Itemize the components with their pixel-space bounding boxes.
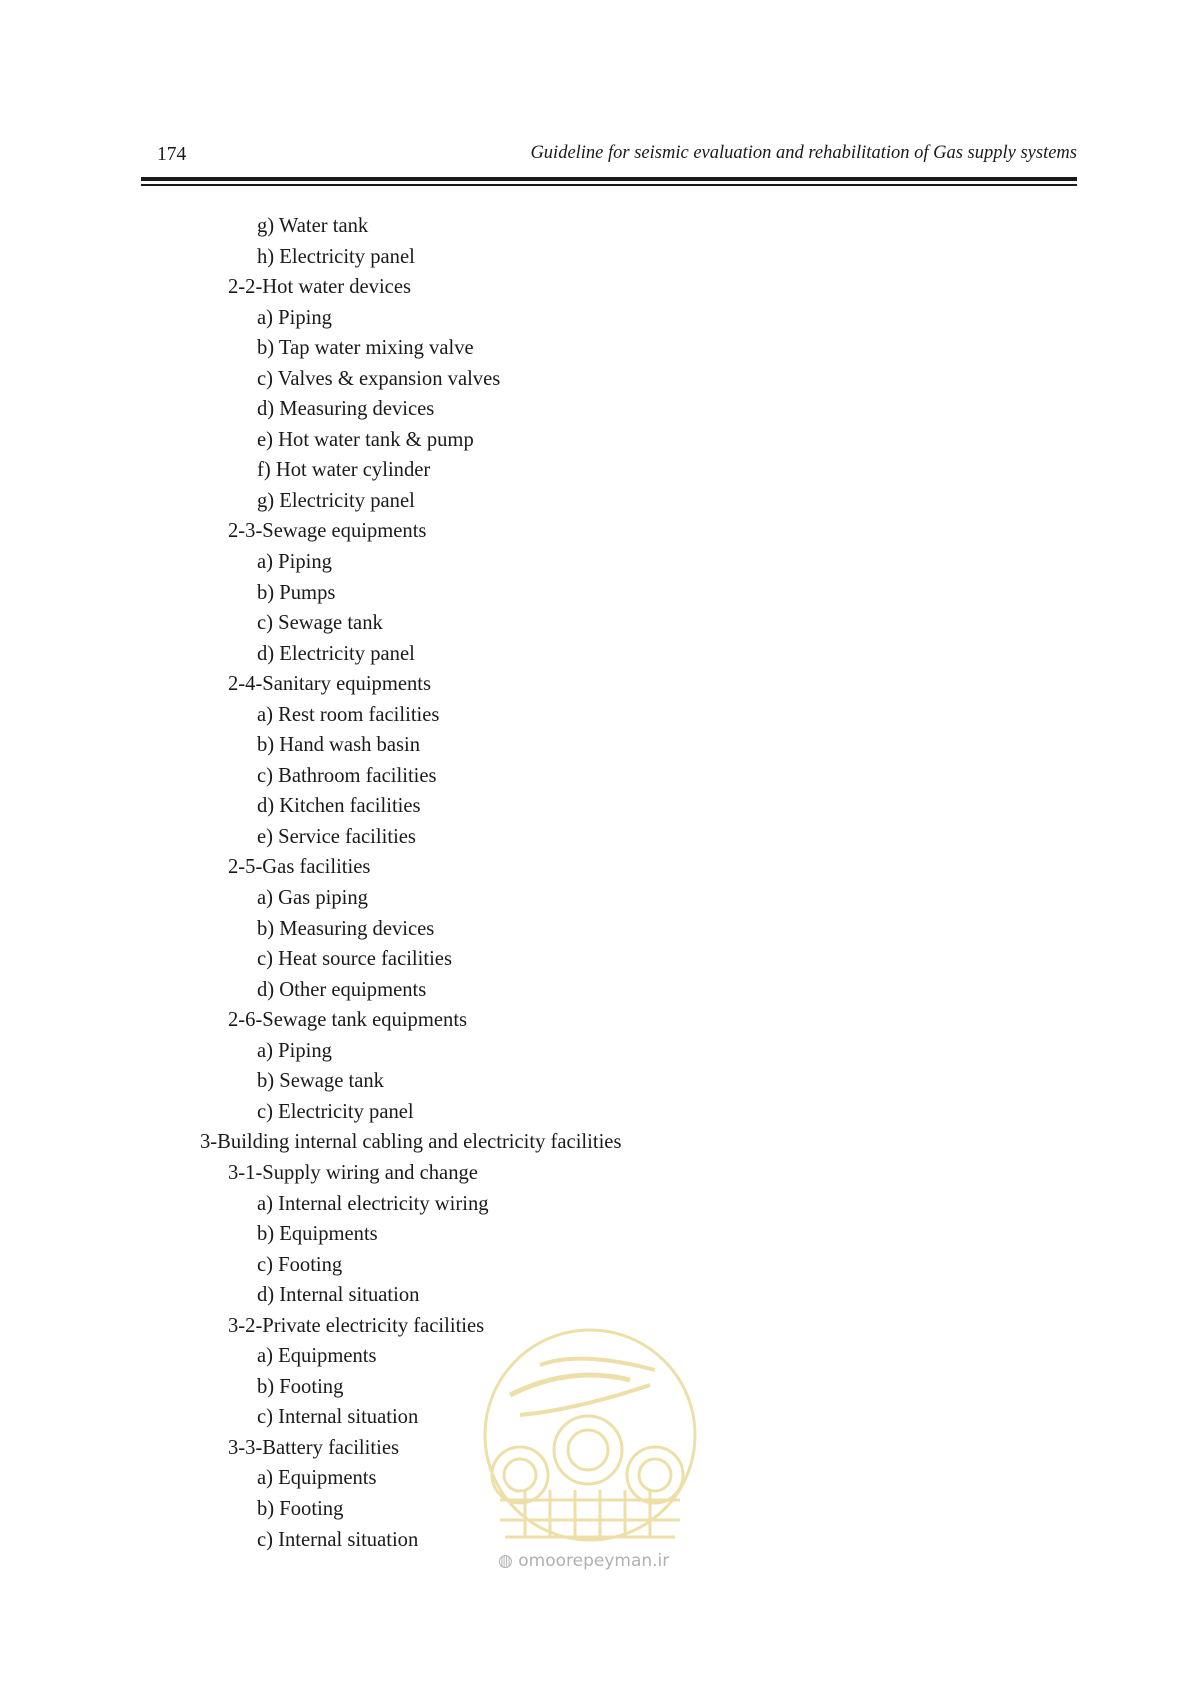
outline-item-text: c) Internal situation [257, 1406, 419, 1429]
outline-item-text: a) Piping [257, 306, 332, 329]
watermark-site-text: omoorepeyman.ir [518, 1551, 670, 1571]
outline-item [0, 975, 1191, 1006]
outline-heading-text: 2-5-Gas facilities [228, 856, 371, 879]
outline-heading [0, 1005, 1191, 1036]
page-number: 174 [157, 144, 187, 165]
outline-item-text: b) Footing [257, 1375, 344, 1398]
outline-item-text: d) Internal situation [257, 1284, 420, 1307]
running-title: Guideline for seismic evaluation and rehabilitation of Gas supply systems [530, 143, 1077, 163]
outline-item-text: a) Internal electricity wiring [257, 1192, 489, 1215]
outline-item-text: b) Equipments [257, 1223, 378, 1246]
outline-heading-text: 3-3-Battery facilities [228, 1436, 399, 1459]
outline-item [0, 761, 1191, 792]
outline-item [0, 425, 1191, 456]
outline-item-text: c) Sewage tank [257, 612, 383, 635]
outline-item-text: g) Electricity panel [257, 489, 415, 512]
outline-item-text: d) Other equipments [257, 978, 427, 1001]
outline-item [0, 1219, 1191, 1250]
outline-heading [0, 852, 1191, 883]
page-header [141, 138, 1077, 172]
outline-item [0, 791, 1191, 822]
outline-item [0, 1280, 1191, 1311]
outline-item-text: c) Bathroom facilities [257, 764, 437, 787]
outline-item-text: a) Equipments [257, 1345, 377, 1368]
outline-section [0, 1127, 1191, 1158]
outline-item [0, 394, 1191, 425]
outline-item-text: c) Electricity panel [257, 1100, 414, 1123]
outline-heading [0, 1158, 1191, 1189]
outline-heading-text: 2-4-Sanitary equipments [228, 673, 432, 696]
outline-item [0, 1189, 1191, 1220]
outline-item-text: a) Gas piping [257, 887, 368, 910]
outline-item [0, 608, 1191, 639]
outline-item-text: b) Sewage tank [257, 1070, 384, 1093]
outline-heading [0, 272, 1191, 303]
outline-item-text: a) Rest room facilities [257, 703, 440, 726]
header-rule-thick [141, 177, 1077, 181]
outline-item-text: c) Valves & expansion valves [257, 367, 501, 390]
outline-item [0, 639, 1191, 670]
outline-heading-text: 3-2-Private electricity facilities [228, 1314, 485, 1337]
outline-item-text: c) Heat source facilities [257, 948, 452, 971]
outline-item-text: a) Piping [257, 551, 332, 574]
outline-item-text: a) Equipments [257, 1467, 377, 1490]
outline-item [0, 1250, 1191, 1281]
outline-item-text: b) Footing [257, 1497, 344, 1520]
outline-item [0, 822, 1191, 853]
outline-item-text: e) Service facilities [257, 825, 416, 848]
outline-item [0, 486, 1191, 517]
outline-item [0, 578, 1191, 609]
outline-heading-text: 3-1-Supply wiring and change [228, 1161, 478, 1184]
outline-item [0, 944, 1191, 975]
outline-item-text: b) Hand wash basin [257, 734, 421, 757]
outline-item [0, 455, 1191, 486]
outline-item-text: c) Footing [257, 1253, 343, 1276]
outline-item-text: b) Tap water mixing valve [257, 337, 474, 360]
outline-item [0, 211, 1191, 242]
outline-item [0, 1066, 1191, 1097]
outline-item-text: d) Electricity panel [257, 642, 415, 665]
outline-item [0, 242, 1191, 273]
outline-item [0, 1036, 1191, 1067]
outline-item-text: f) Hot water cylinder [257, 459, 431, 482]
outline-item-text: b) Measuring devices [257, 917, 435, 940]
outline-heading-text: 2-6-Sewage tank equipments [228, 1009, 468, 1032]
outline-section-text: 3-Building internal cabling and electricity facilities [200, 1131, 622, 1154]
outline-item [0, 364, 1191, 395]
outline-item [0, 914, 1191, 945]
watermark-site [498, 1551, 669, 1571]
outline-item-text: h) Electricity panel [257, 245, 415, 268]
outline-item-text: c) Internal situation [257, 1528, 419, 1551]
outline-item [0, 730, 1191, 761]
watermark-emblem [480, 1325, 710, 1585]
outline-item-text: d) Kitchen facilities [257, 795, 421, 818]
header-rule-thin [141, 184, 1077, 186]
outline-item-text: g) Water tank [257, 215, 369, 237]
watermark-logo [480, 1325, 710, 1585]
outline-item-text: d) Measuring devices [257, 398, 435, 421]
outline-heading [0, 669, 1191, 700]
outline-heading-text: 2-3-Sewage equipments [228, 520, 427, 543]
outline-item [0, 883, 1191, 914]
outline-heading-text: 2-2-Hot water devices [228, 276, 411, 299]
outline-item [0, 333, 1191, 364]
globe-icon: ◍ [498, 1551, 513, 1571]
outline-item [0, 700, 1191, 731]
outline-item-text: b) Pumps [257, 581, 336, 604]
outline-heading [0, 516, 1191, 547]
outline-item [0, 1097, 1191, 1128]
outline-item-text: a) Piping [257, 1039, 332, 1062]
outline-item [0, 303, 1191, 334]
outline-item-text: e) Hot water tank & pump [257, 428, 474, 451]
outline-item [0, 547, 1191, 578]
